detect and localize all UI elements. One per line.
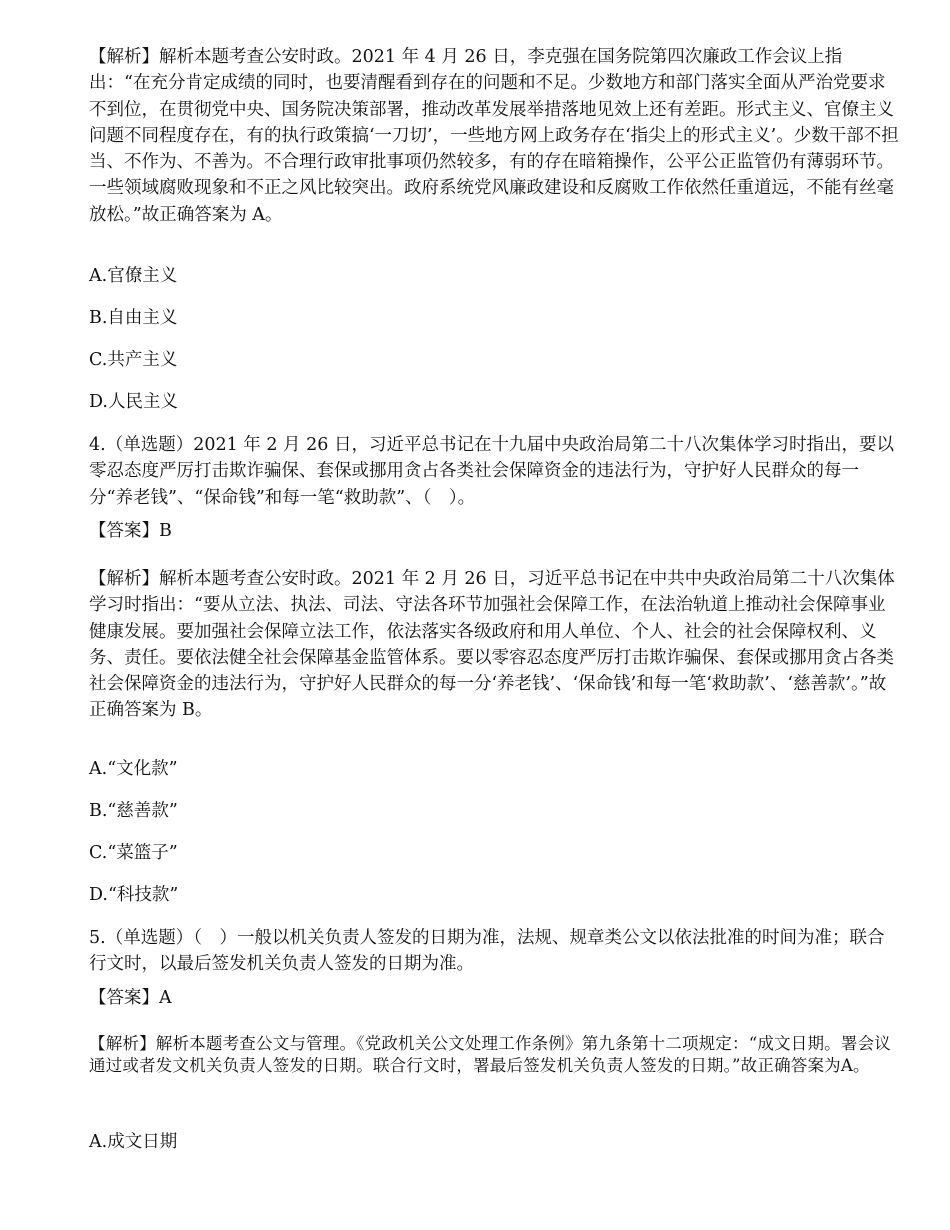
q5-answer: 【答案】A [89,988,172,1008]
q4-option-a: A.“文化款” [89,759,178,779]
q5-analysis: 【解析】解析本题考查公文与管理。《党政机关公文处理工作条例》第九条第十二项规定：“成文日期。署会议通过或者发文机关负责人签发的日期。联合行文时，署最后签发机关负责人签发的日期。”故正确答案为A。 [89,1034,891,1075]
q3-option-c: C.共产主义 [89,350,178,370]
q5-question: 5.（单选题）（ ）一般以机关负责人签发的日期为准，法规、规章类公文以依法批准的时间为准；联合行文时，以最后签发机关负责人签发的日期为准。 [89,928,885,975]
q4-option-b: B.“慈善款” [89,801,178,821]
q4-option-d: D.“科技款” [89,885,179,905]
q3-option-d: D.人民主义 [89,392,178,412]
q3-option-b: B.自由主义 [89,308,178,328]
q4-question: 4.（单选题）2021 年 2 月 26 日，习近平总书记在十九届中央政治局第二十八次集体学习时指出，要以零忍态度严厉打击欺诈骗保、套保或挪用贪占各类社会保障资金的违法行为，守护好人民群众的每一分“养老钱”、“保命钱”和每一笔“救助款”、（ ）。 [89,435,894,508]
q5-option-a: A.成文日期 [89,1132,178,1152]
q3-option-a: A.官僚主义 [89,266,178,286]
q4-analysis: 【解析】解析本题考查公安时政。2021 年 2 月 26 日，习近平总书记在中共中央政治局第二十八次集体学习时指出：“要从立法、执法、司法、守法各环节加强社会保障工作，在法治轨道上推动社会保障事业健康发展。要加强社会保障立法工作，依法落实各级政府和用人单位、个人、社会的社会保障权利、义务、责任。要依法健全社会保障基金监管体系。要以零容忍态度严厉打击欺诈骗保、套保或挪用贪占各类社会保障资金的违法行为，守护好人民群众的每一分‘养老钱’、‘保命钱’和每一笔‘救助款’、‘慈善款’。”故正确答案为 B。 [89,569,895,721]
q4-answer: 【答案】B [89,521,172,541]
q4-option-c: C.“菜篮子” [89,843,178,863]
q3-analysis: 【解析】解析本题考查公安时政。2021 年 4 月 26 日，李克强在国务院第四次廉政工作会议上指出：“在充分肯定成绩的同时，也要清醒看到存在的问题和不足。少数地方和部门落实全面从严治党要求不到位，在贯彻党中央、国务院决策部署，推动改革发展举措落地见效上还有差距。形式主义、官僚主义问题不同程度存在，有的执行政策搞‘一刀切’，一些地方网上政务存在‘指尖上的形式主义’。少数干部不担当、不作为、不善为。不合理行政审批事项仍然较多，有的存在暗箱操作，公平公正监管仍有薄弱环节。一些领域腐败现象和不正之风比较突出。政府系统党风廉政建设和反腐败工作依然任重道远，不能有丝毫放松。”故正确答案为 A。 [89,47,899,225]
